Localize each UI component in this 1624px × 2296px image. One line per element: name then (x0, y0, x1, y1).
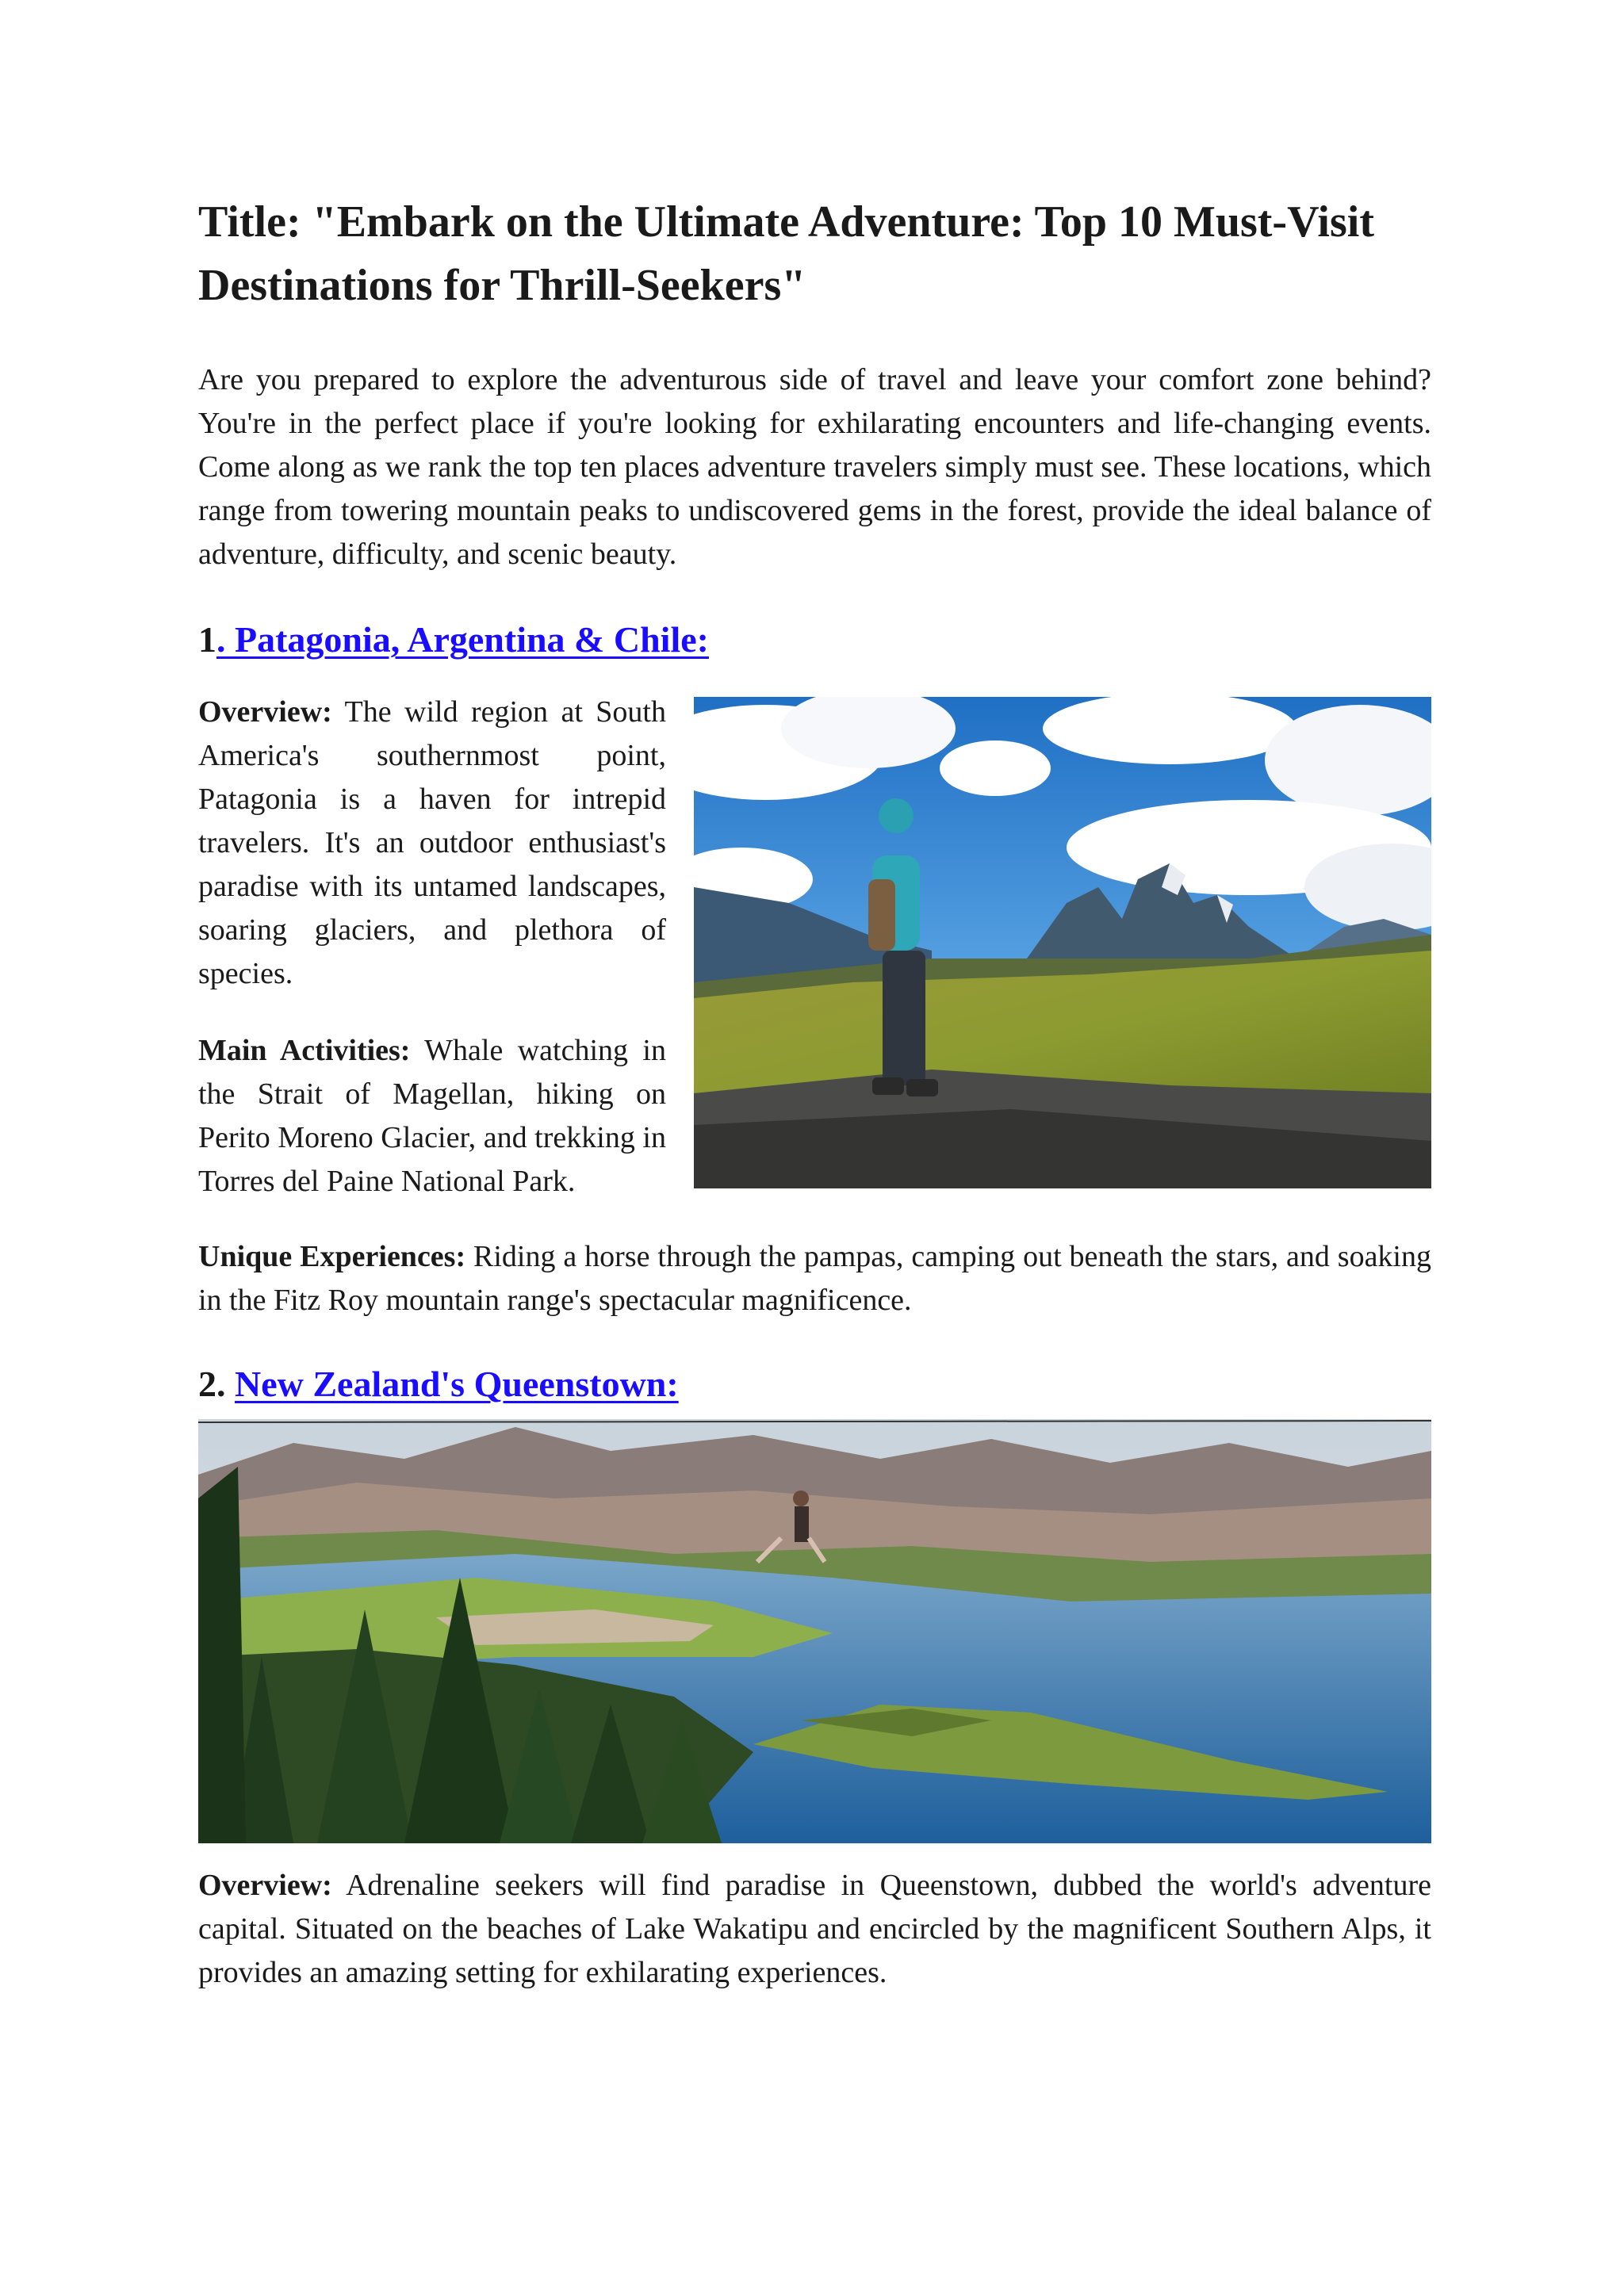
queenstown-section (198, 1360, 1431, 1995)
intro-paragraph: Are you prepared to explore the adventurous side of travel and leave your comfort zone behind? You're in the perfect place if you're looking for exhilarating encounters and life-changing events. Come along as we rank the top ten places adventure travelers simply must see. These locations, which range from towering mountain peaks to undiscovered gems in the forest, provide the ideal balance of adventure, difficulty, and scenic beauty. (198, 363, 1431, 571)
document-content (198, 190, 1431, 1995)
queenstown-link[interactable]: New Zealand's Queenstown: (235, 1364, 679, 1404)
page-title: Title: "Embark on the Ultimate Adventure: Top 10 Must-Visit Destinations for Thrill-Seekers" (198, 197, 1374, 310)
overview-text: Adrenaline seekers will find paradise in Queenstown, dubbed the world's adventure capital. Situated on the beaches of Lake Wakatipu and encircled by the magnificent Southern Alps, it provides an amazing setting for exhilarating experiences. (198, 1869, 1431, 1989)
section-heading-queenstown (198, 1360, 1431, 1408)
unique-label: Unique Experiences: (198, 1240, 466, 1273)
overview-text: The wild region at South America's southernmost point, Patagonia is a haven for intrepid travelers. It's an outdoor enthusiast's paradise with its untamed landscapes, soaring glaciers, and plethora of species. (198, 695, 666, 990)
patagonia-unique (198, 1235, 1431, 1322)
queenstown-photo (198, 1419, 1431, 1843)
section-heading-patagonia (198, 616, 1431, 664)
unique-text: Riding a horse through the pampas, camping out beneath the stars, and soaking in the Fitz Roy mountain range's spectacular magnificence. (198, 1240, 1431, 1317)
section-number: 1 (198, 619, 216, 660)
patagonia-text (198, 691, 666, 1203)
patagonia-overview (198, 691, 666, 996)
overview-label: Overview: (198, 1869, 332, 1902)
activities-label: Main Activities: (198, 1034, 411, 1067)
section-number: 2. (198, 1364, 235, 1404)
queenstown-overview (198, 1864, 1431, 1995)
patagonia-photo (694, 697, 1431, 1188)
overview-label: Overview: (198, 695, 332, 729)
patagonia-link[interactable]: . Patagonia, Argentina & Chile: (216, 619, 709, 660)
patagonia-row (198, 691, 1431, 1203)
patagonia-activities (198, 1029, 666, 1203)
activities-text: Whale watching in the Strait of Magellan, hiking on Perito Moreno Glacier, and trekking in Torres del Paine National Park. (198, 1034, 666, 1198)
